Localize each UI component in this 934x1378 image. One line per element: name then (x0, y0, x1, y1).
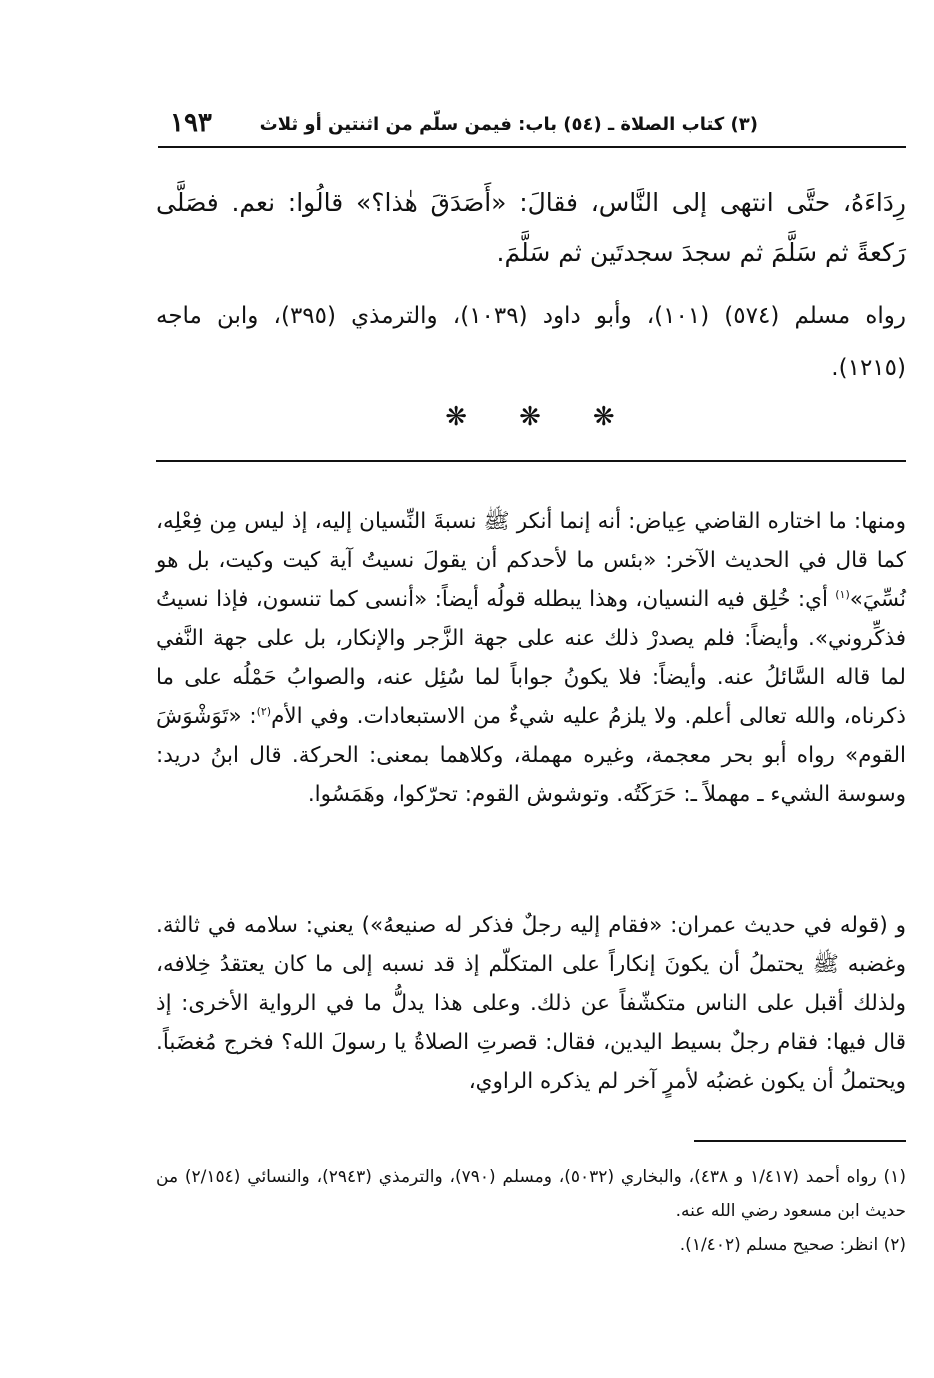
footnote-1: (١) رواه أحمد (١/٤١٧ و ٤٣٨)، والبخاري (٥٠٣٢)، ومسلم (٧٩٠)، والترمذي (٢٩٤٣)، والنسائي (٢/١٥٤) من حديث ابن مسعود رضي الله عنه. (156, 1167, 906, 1221)
commentary-divider (156, 460, 906, 462)
commentary-text: : «تَوَشْوَشَ القوم» رواه أبو بحر معجمة، وغيره مهملة، وكلاهما بمعنى: الحركة. قال ابنُ دريد: وسوسة الشيء ـ مهملاً ـ: حَرَكَتُه. وتوشوش القوم: تحرّكوا، وهَمَسُوا. (156, 704, 906, 807)
section-separator (380, 402, 680, 432)
asterism-star-icon: ❋ (592, 402, 615, 432)
page-header (158, 106, 906, 148)
footnote-2: (٢) انظر: صحيح مسلم (١/٤٠٢). (679, 1235, 906, 1255)
commentary-text: ومنها: ما اختاره القاضي عِياض: أنه إنما أنكر ﷺ نسبةَ النِّسيان إليه، إذ ليس مِن فِعْلِه، كما قال في الحديث الآخر: «بئس ما لأحدكم أن يقولَ نسيتُ آية كيت وكيت، بل هو نُسِّيَ» (156, 509, 906, 612)
commentary-text: أي: خُلِق فيه النسيان، وهذا يبطله قولُه أيضاً: «أنسى كما تنسون، فإذا نسيتُ فذكِّروني». وأيضاً: فلم يصدرْ ذلك عنه على جهة الزَّجر والإنكار، بل على جهة النَّفي لما قاله السَّائلُ عنه. وأيضاً: فلا يكونُ جواباً لما سُئِل عنه، والصوابُ حَمْلُه على ما ذكرناه، والله تعالى أعلم. ولا يلزمُ عليه شيءٌ من الاستبعادات. وفي الأم (156, 587, 906, 729)
commentary-paragraph-1 (156, 502, 906, 814)
hadith-text-end: رِدَاءَهُ، حتَّى انتهى إلى النَّاس، فقالَ: «أَصَدَقَ هٰذا؟» قالُوا: نعم. فصَلَّى رَكعةً ثم سَلَّمَ ثم سجدَ سجدتَين ثم سَلَّمَ. (156, 188, 906, 267)
page-number: ١٩٣ (170, 108, 212, 138)
footnotes (156, 1160, 906, 1262)
running-title: (٣) كتاب الصلاة ـ (٥٤) باب: فيمن سلّم من اثنتين أو ثلاث (259, 114, 758, 135)
asterism-star-icon: ❋ (445, 402, 468, 432)
footnote-ref-2: (٢) (256, 704, 272, 718)
hadith-citation: رواه مسلم (٥٧٤) (١٠١)، وأبو داود (١٠٣٩)، والترمذي (٣٩٥)، وابن ماجه (١٢١٥). (156, 303, 906, 381)
commentary-paragraph-2: و (قوله في حديث عمران: «فقام إليه رجلٌ فذكر له صنيعهُ») يعني: سلامه في ثالثة. وغضبه ﷺ يحتملُ أن يكونَ إنكاراً على المتكلّم إذ قد نسبه إلى ما كان يعتقدُ خِلافه، ولذلك أقبل على الناس متكشّفاً عن ذلك. وعلى هذا يدلُّ ما في الرواية الأخرى: إذ قال فيها: فقام رجلٌ بسيط اليدين، فقال: قصرتِ الصلاةُ يا رسولَ الله؟ فخرج مُغضَباً. ويحتملُ أن يكون غضبُه لأمرٍ آخر لم يذكره الراوي، (156, 913, 906, 1094)
asterism-star-icon: ❋ (519, 402, 541, 432)
footnote-divider (694, 1140, 906, 1142)
footnote-ref-1: (١) (835, 587, 850, 601)
